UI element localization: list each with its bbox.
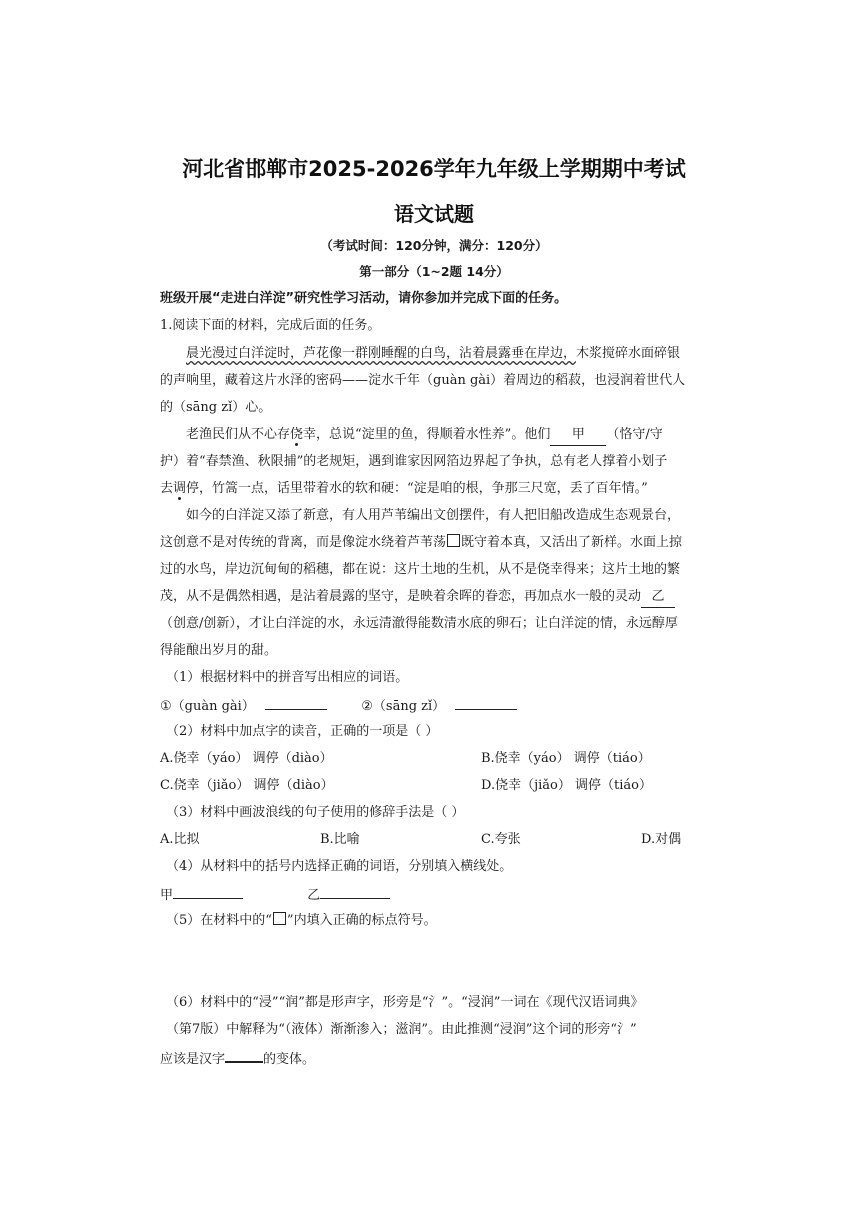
question-1-6-line3: 应该是汉字 的变体。 bbox=[160, 1047, 315, 1070]
passage-p3-line1: 如今的白洋淀又添了新意，有人用芦苇编出文创摆件，有人把旧船改造成生态观景台， bbox=[186, 508, 681, 523]
exam-subtitle: 语文试题 bbox=[394, 202, 474, 226]
option-2a[interactable]: A.侥幸（yáo） 调停（diào） bbox=[160, 751, 333, 766]
option-3a[interactable]: A.比拟 bbox=[160, 832, 200, 847]
passage-p3-line5: （创意/创新），才让白洋淀的水，永远清澈得能数清水底的卵石；让白洋淀的情，永远醇厚 bbox=[160, 616, 678, 631]
question-1-6-line1: （6）材料中的“浸”“润”都是形声字，形旁是“氵”。“浸润”一词在《现代汉语词典》 bbox=[166, 995, 644, 1010]
passage-p1-line2: 的声响里，藏着这片水泽的密码——淀水千年（guàn gài）着周边的稻菽，也浸润着世代人 bbox=[160, 373, 686, 388]
box-symbol bbox=[273, 912, 286, 925]
question-1-heading: 1.阅读下面的材料，完成后面的任务。 bbox=[160, 318, 381, 333]
passage-p2-line1: 老渔民们从不心存侥幸，总说“淀里的鱼，得顺着水性养”。他们 甲 （恪守/守 bbox=[186, 425, 663, 446]
passage-p3-line3: 过的水鸟，岸边沉甸甸的稻穗，都在说：这片土地的生机，从不是侥幸得来；这片土地的繁 bbox=[160, 562, 681, 577]
exam-title: 河北省邯郸市2025-2026学年九年级上学期期中考试 bbox=[182, 157, 686, 181]
answer-blank-jia[interactable] bbox=[173, 884, 243, 899]
answer-blank-yi[interactable] bbox=[320, 884, 390, 899]
blank-yi[interactable]: 乙 bbox=[641, 587, 675, 608]
question-1-3: （3）材料中画波浪线的句子使用的修辞手法是（ ） bbox=[166, 805, 465, 820]
punctuation-box[interactable] bbox=[447, 534, 460, 547]
passage-p2-line3: 去调停，竹篙一点，话里带着水的软和硬：“淀是咱的根，争那三尺宽，丢了百年情。” bbox=[160, 481, 648, 496]
question-1-1: （1）根据材料中的拼音写出相应的词语。 bbox=[166, 670, 409, 685]
wavy-sentence: 晨光漫过白洋淀时，芦花像一群刚睡醒的白鸟，沾着晨露垂在岸边， bbox=[186, 346, 577, 361]
dotted-char: 侥 bbox=[290, 427, 304, 442]
answer-blank-1[interactable] bbox=[265, 695, 327, 710]
dotted-char: 调 bbox=[173, 481, 187, 496]
passage-p1-line3: 的（sāng zǐ）心。 bbox=[160, 400, 272, 415]
passage-p1-line1: 晨光漫过白洋淀时，芦花像一群刚睡醒的白鸟，沾着晨露垂在岸边，木浆搅碎水面碎银 bbox=[186, 346, 681, 361]
question-1-6-line2: （第7版）中解释为“（液体）渐渐渗入；滋润”。由此推测“浸润”这个词的形旁“氵” bbox=[166, 1022, 637, 1037]
exam-info: （考试时间：120分钟，满分：120分） bbox=[320, 238, 548, 253]
section-heading: 第一部分（1~2题 14分） bbox=[359, 264, 509, 279]
passage-p3-line4: 茂，从不是偶然相遇，是沾着晨露的坚守，是映着余晖的眷恋，再加点水一般的灵动 乙 bbox=[160, 587, 675, 608]
question-1-4: （4）从材料中的括号内选择正确的词语，分别填入横线处。 bbox=[166, 859, 513, 874]
option-2d[interactable]: D.侥幸（jiǎo） 调停（tiáo） bbox=[481, 778, 652, 793]
passage-p2-line2: 护）着“春禁渔、秋限捕”的老规矩，遇到谁家因网箔边界起了争执，总有老人撑着小划子 bbox=[160, 454, 668, 469]
passage-p3-line6: 得能酿出岁月的甜。 bbox=[160, 643, 278, 658]
option-2b[interactable]: B.侥幸（yáo） 调停（tiáo） bbox=[481, 751, 651, 766]
activity-intro: 班级开展“走进白洋淀”研究性学习活动，请你参加并完成下面的任务。 bbox=[160, 291, 568, 306]
option-3b[interactable]: B.比喻 bbox=[320, 832, 360, 847]
answer-blank-2[interactable] bbox=[455, 695, 517, 710]
question-1-4-answers: 甲 乙 bbox=[160, 884, 390, 906]
option-3c[interactable]: C.夸张 bbox=[481, 832, 521, 847]
option-3d[interactable]: D.对偶 bbox=[641, 832, 682, 847]
blank-jia[interactable]: 甲 bbox=[550, 425, 606, 446]
question-1-5: （5）在材料中的“ ”内填入正确的标点符号。 bbox=[166, 913, 437, 928]
passage-p3-line2: 这创意不是对传统的背离，而是像淀水绕着芦苇荡 既守着本真，又活出了新样。水面上掠 bbox=[160, 535, 683, 550]
question-1-1-answers: ①（guàn gài） ②（sāng zǐ） bbox=[160, 695, 517, 717]
question-1-2: （2）材料中加点字的读音，正确的一项是（ ） bbox=[166, 724, 439, 739]
option-2c[interactable]: C.侥幸（jiǎo） 调停（diào） bbox=[160, 778, 334, 793]
answer-blank-6[interactable] bbox=[225, 1047, 263, 1063]
